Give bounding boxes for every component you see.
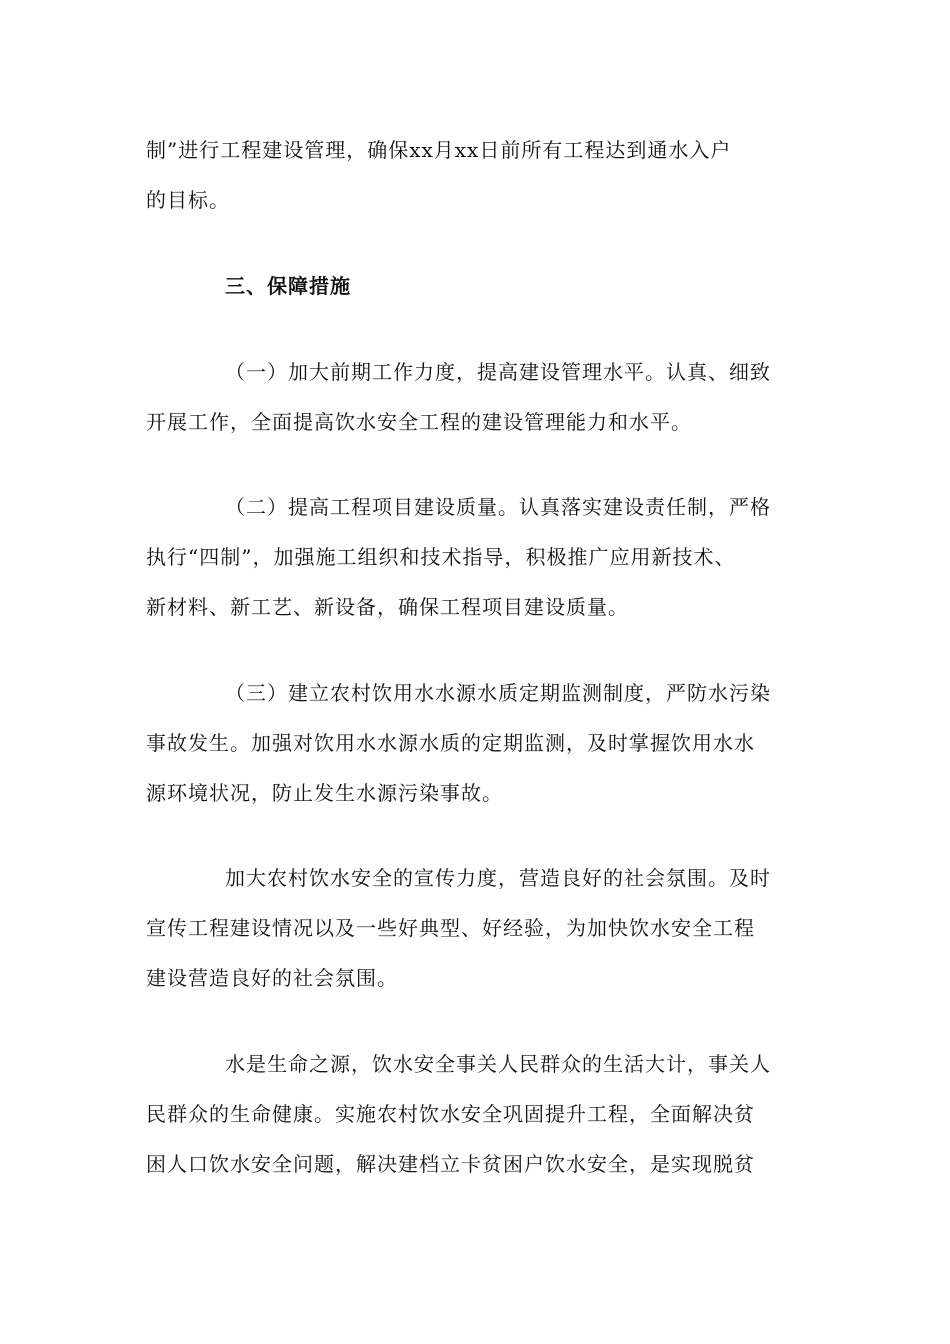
paragraph-line: （三）建立农村饮用水水源水质定期监测制度，严防水污染: [225, 681, 771, 705]
section-heading: 三、保障措施: [225, 274, 351, 298]
paragraph-line: 民群众的生命健康。实施农村饮水安全巩固提升工程，全面解决贫: [146, 1102, 755, 1126]
paragraph-line: 水是生命之源，饮水安全事关人民群众的生活大计，事关人: [225, 1052, 771, 1076]
paragraph-line: 困人口饮水安全问题，解决建档立卡贫困户饮水安全，是实现脱贫: [146, 1152, 755, 1176]
paragraph-line: 加大农村饮水安全的宣传力度，营造良好的社会氛围。及时: [225, 866, 771, 890]
paragraph-line: 建设营造良好的社会氛围。: [146, 966, 398, 990]
paragraph-line: 开展工作，全面提高饮水安全工程的建设管理能力和水平。: [146, 410, 692, 434]
paragraph-line: 源环境状况，防止发生水源污染事故。: [146, 781, 503, 805]
paragraph-line: 事故发生。加强对饮用水水源水质的定期监测，及时掌握饮用水水: [146, 731, 755, 755]
paragraph-line: （二）提高工程项目建设质量。认真落实建设责任制，严格: [225, 495, 771, 519]
paragraph-line: 的目标。: [146, 188, 230, 212]
paragraph-line: 执行“四制”，加强施工组织和技术指导，积极推广应用新技术、: [146, 545, 736, 569]
paragraph-line: （一）加大前期工作力度，提高建设管理水平。认真、细致: [225, 360, 771, 384]
paragraph-line: 制”进行工程建设管理，确保xx月xx日前所有工程达到通水入户: [146, 138, 732, 162]
paragraph-line: 宣传工程建设情况以及一些好典型、好经验，为加快饮水安全工程: [146, 916, 755, 940]
paragraph-line: 新材料、新工艺、新设备，确保工程项目建设质量。: [146, 595, 629, 619]
